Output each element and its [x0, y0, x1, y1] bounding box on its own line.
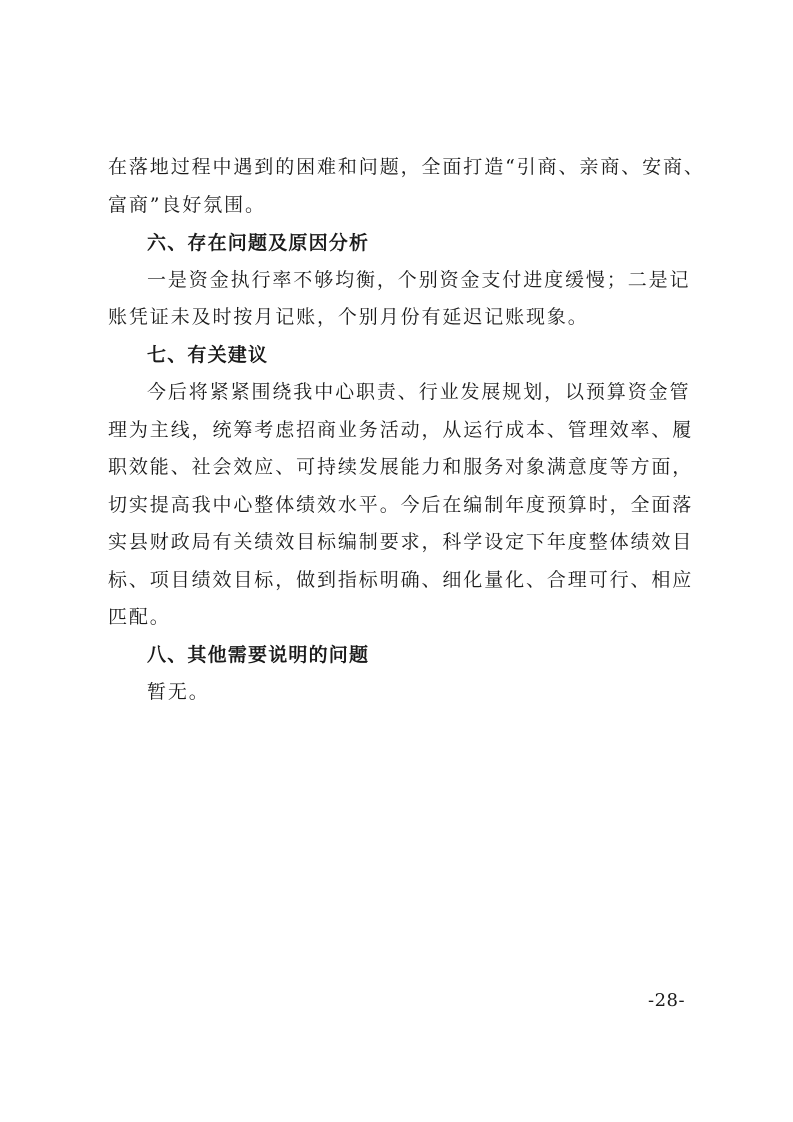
paragraph-line: 富商”良好氛围。 [108, 194, 266, 216]
paragraph-line: 切实提高我中心整体绩效水平。今后在编制年度预算时，全面落 [108, 494, 694, 516]
paragraph-line: 理为主线，统筹考虑招商业务活动，从运行成本、管理效率、履 [108, 419, 694, 441]
paragraph-line: 账凭证未及时按月记账，个别月份有延迟记账现象。 [108, 306, 589, 328]
paragraph-line: 今后将紧紧围绕我中心职责、行业发展规划，以预算资金管 [147, 381, 691, 403]
paragraph-line: 实县财政局有关绩效目标编制要求，科学设定下年度整体绩效目 [108, 531, 694, 553]
paragraph-line: 标、项目绩效目标，做到指标明确、细化量化、合理可行、相应 [108, 569, 694, 591]
paragraph-line: 匹配。 [108, 606, 171, 628]
page-number: -28- [648, 990, 686, 1011]
paragraph-line: 职效能、社会效应、可持续发展能力和服务对象满意度等方面， [108, 456, 694, 478]
section-heading: 六、存在问题及原因分析 [147, 232, 370, 254]
paragraph-line: 暂无。 [147, 681, 210, 703]
paragraph-line: 一是资金执行率不够均衡，个别资金支付进度缓慢；二是记 [147, 269, 691, 291]
paragraph-line: 在落地过程中遇到的困难和问题，全面打造“引商、亲商、安商、 [108, 156, 705, 178]
section-heading: 七、有关建议 [147, 344, 269, 366]
section-heading: 八、其他需要说明的问题 [147, 644, 370, 666]
